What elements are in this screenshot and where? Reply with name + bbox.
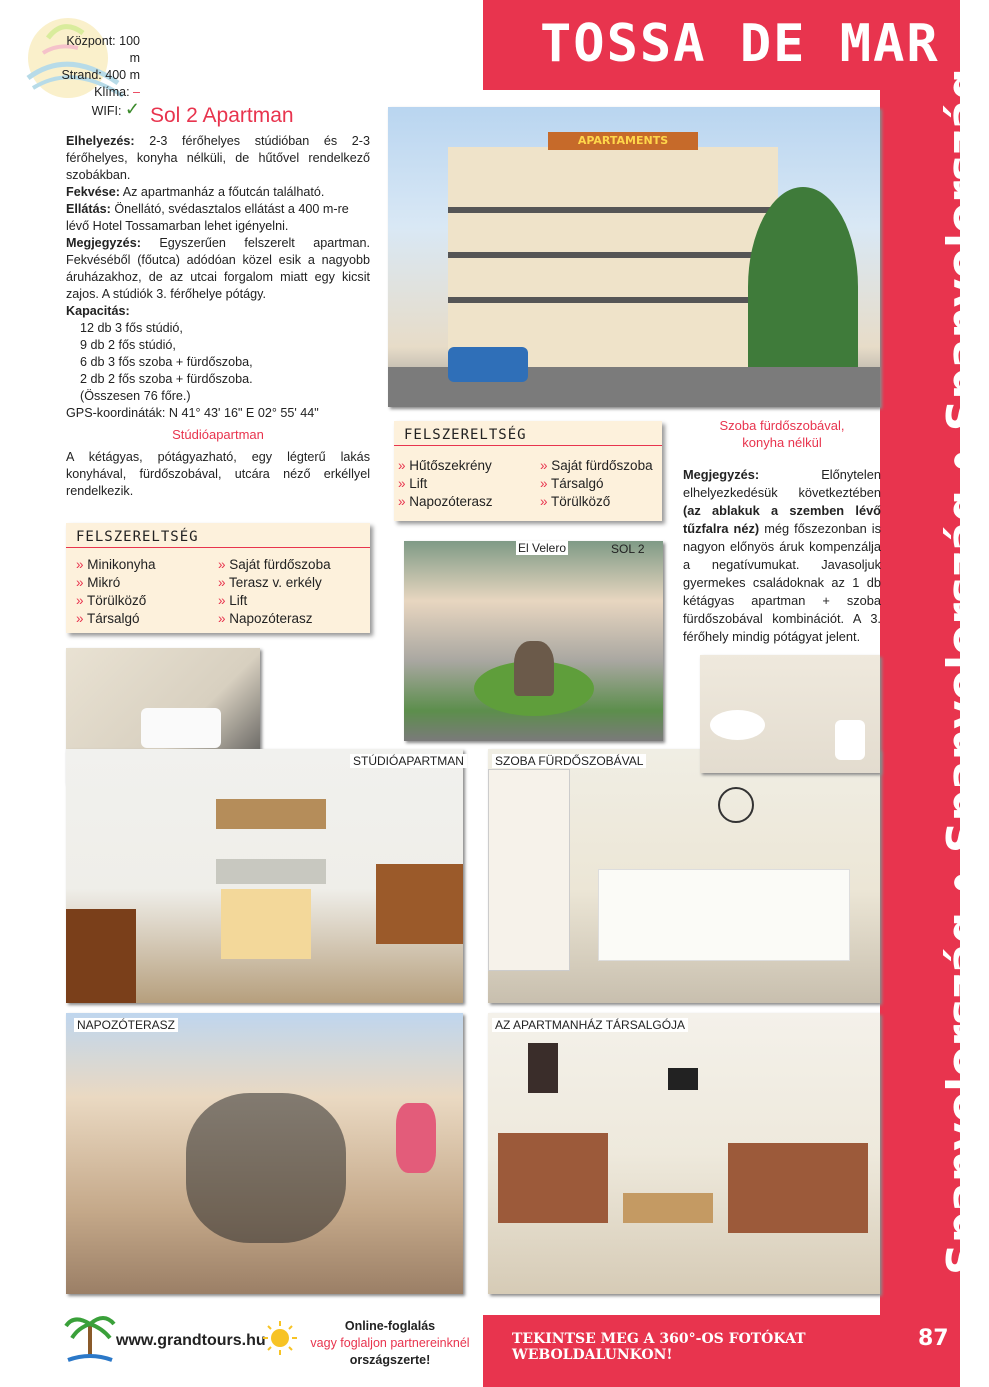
cabinet <box>216 799 326 829</box>
caption-studio: STÚDIÓAPARTMAN <box>350 754 467 768</box>
person <box>396 1103 436 1173</box>
sculpture <box>514 641 554 696</box>
coffee-table <box>623 1193 713 1223</box>
caption-napozo: NAPOZÓTERASZ <box>74 1018 178 1032</box>
wardrobe <box>488 769 570 971</box>
features-list-1: » Hűtőszekrény » Lift » Napozóterasz <box>398 457 493 511</box>
features-list-2: » Saját fürdőszoba » Társalgó » Törülköző <box>540 457 653 511</box>
sink <box>710 710 765 740</box>
info-strand: Strand: 400 m <box>61 68 140 82</box>
label-el-velero: El Velero <box>518 541 567 555</box>
sink <box>141 708 221 748</box>
footer-banner: TEKINTSE MEG A 360°-OS FOTÓKAT WEBOLDALUNKON! <box>512 1331 806 1363</box>
bathroom-right-photo <box>700 655 880 773</box>
features-list-2: » Saját fürdőszoba » Terasz v. erkély » Lift » Napozóterasz <box>218 556 331 628</box>
info-box <box>58 33 140 120</box>
kitchenette <box>216 859 326 884</box>
features-heading: FELSZERELTSÉG <box>66 523 370 548</box>
label-sol2: SOL 2 <box>611 542 645 556</box>
sofa <box>728 1143 868 1233</box>
sun-icon <box>262 1320 298 1356</box>
features-list-1: » Minikonyha » Mikró » Törülköző » Társalgó <box>76 556 156 628</box>
balcony-rail <box>448 207 778 213</box>
tv <box>668 1068 698 1090</box>
aerial-photo <box>404 541 663 741</box>
sofa <box>376 864 463 944</box>
palm-logo-icon <box>64 1310 116 1368</box>
caption-szoba: SZOBA FÜRDŐSZOBÁVAL <box>492 754 646 768</box>
page-number: 87 <box>918 1326 949 1351</box>
toilet <box>835 720 865 760</box>
building-sign: APARTAMENTS <box>548 132 698 150</box>
features-heading: FELSZERELTSÉG <box>394 421 662 446</box>
info-kozpont: Központ: 100 m <box>66 34 140 65</box>
hotel-description: Elhelyezés: 2-3 férőhelyes stúdióban és 2-3 férőhelyes, konyha nélküli, de hűtővel rendelkező szobákban. Fekvése: Az apartmanház a főutcán található. Ellátás: Önellátó, svédasztalos ellátást a 400 m-re lévő Hotel Tossamarban lehet igényelni. Megjegyzés: Egyszerűen felszerelt apartman. Fekvéséből (főutca) adódóan közel esik a nagyobb áruházakhoz, de az utcai forgalom miatt egy kicsit zajos. A stúdiók 3. férőhelye pótágy. Kapacitás: 12 db 3 fős stúdió, 9 db 2 fős stúdió, 6 db 3 fős szoba + fürdőszoba, 2 db 2 fős szoba + fürdőszoba. (Összesen 76 főre.) GPS-koordináták: N 41° 43' 16" E 02° 55' 44" Stúdióapartman A kétágyas, pótágyazható, egy légterű lakás konyhával, fürdőszobával, utcára néző erkéllyel rendelkezik. <box>66 134 370 498</box>
bedroom-photo <box>488 749 880 1003</box>
terrace-photo <box>66 1013 463 1294</box>
website-link[interactable]: www.grandtours.hu <box>116 1332 266 1349</box>
lounge-photo <box>488 1013 880 1294</box>
info-klima: Klíma: – <box>94 85 140 99</box>
caption-tarsalgo: AZ APARTMANHÁZ TÁRSALGÓJA <box>492 1018 688 1032</box>
balcony-rail <box>448 297 778 303</box>
features-box-building <box>394 421 662 521</box>
bed <box>598 869 850 961</box>
people-group <box>186 1093 346 1243</box>
room-description: Megjegyzés: Előnytelen elhelyezkedésük következtében (az ablakuk a szemben lévő tűzfalra néz) még főszezonban is nagyon előnyös áruk kompenzálja a negatívumukat. Javasoljuk gyermekes családoknak az 1 db kétágyas apartman + szoba fürdőszobával kombinációt. A 3. férőhely mindig pótágyat jelent. <box>683 467 881 644</box>
studio-photo <box>66 749 463 1003</box>
tree <box>748 187 858 387</box>
room-subtitle: Szoba fürdőszobával, konyha nélkül <box>719 418 845 450</box>
balcony-rail <box>448 252 778 258</box>
check-icon: ✓ <box>124 99 140 119</box>
vertical-country-label <box>880 68 989 1315</box>
car <box>448 347 528 382</box>
vertical-text: Spanyolország • Spanyolország • Spanyolország <box>938 68 989 1275</box>
online-booking: Online-foglalás vagy foglaljon partnereinknél országszerte! <box>310 1319 470 1367</box>
hotel-name: Sol 2 Apartman <box>150 104 294 127</box>
building-photo <box>388 107 880 407</box>
info-wifi: WIFI: ✓ <box>91 99 140 119</box>
page-title: TOSSA DE MAR <box>540 14 940 74</box>
sofa <box>498 1133 608 1223</box>
features-box-studio <box>66 523 370 633</box>
table <box>221 889 311 959</box>
dresser <box>66 909 136 1003</box>
mirror <box>718 787 754 823</box>
poster <box>528 1043 558 1093</box>
